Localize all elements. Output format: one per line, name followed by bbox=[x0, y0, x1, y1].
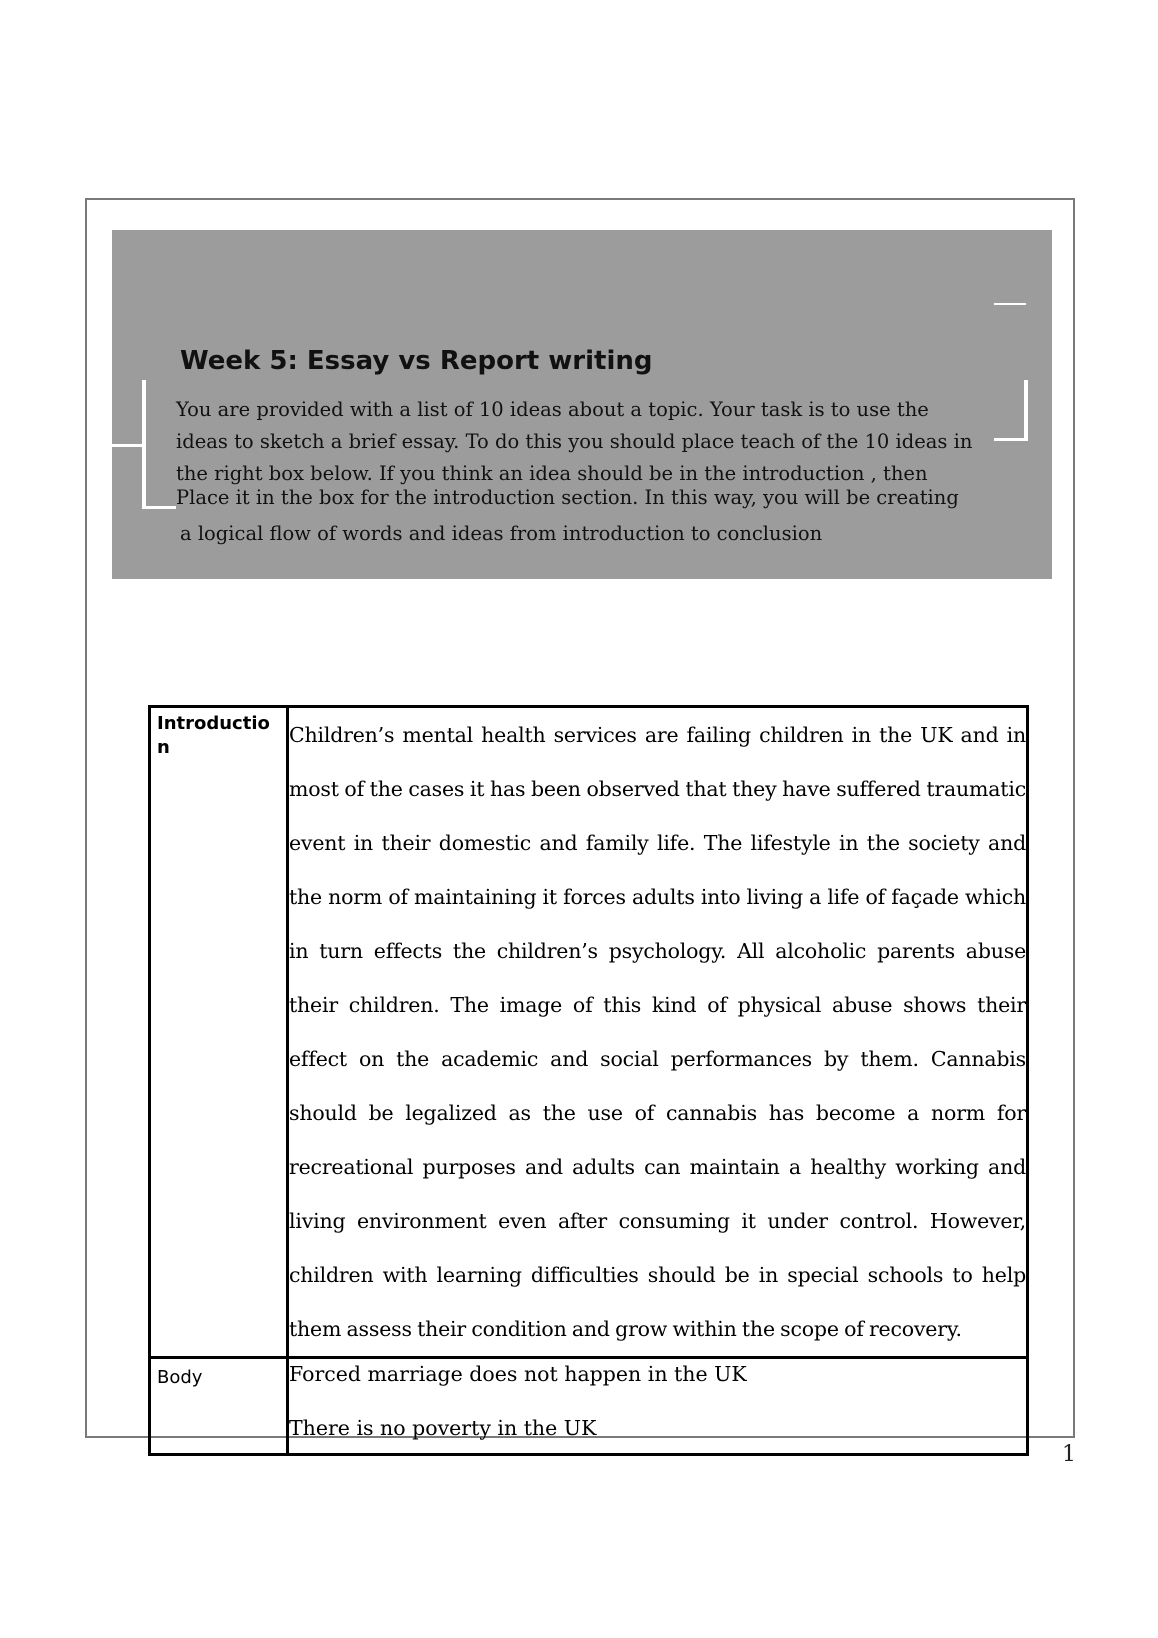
introduction-label: Introduction bbox=[157, 713, 270, 758]
bracket-decoration-right-bottom bbox=[994, 438, 1028, 441]
page-title: Week 5: Essay vs Report writing bbox=[180, 346, 653, 376]
table-row-divider bbox=[148, 1356, 1029, 1359]
instructions-line: You are provided with a list of 10 ideas about a topic. Your task is to use the bbox=[176, 398, 929, 421]
body-label: Body bbox=[157, 1367, 203, 1388]
bracket-decoration-left-top bbox=[112, 444, 146, 447]
instructions-line: a logical flow of words and ideas from introduction to conclusion bbox=[180, 522, 823, 545]
bracket-decoration-top-dash bbox=[994, 303, 1026, 305]
instructions-text bbox=[176, 394, 973, 490]
body-item[interactable]: Forced marriage does not happen in the UK bbox=[289, 1362, 747, 1386]
bracket-decoration-left-bottom bbox=[142, 506, 176, 509]
instructions-line: the right box below. If you think an idea should be in the introduction , then bbox=[176, 462, 928, 485]
instructions-line: ideas to sketch a brief essay. To do this you should place teach of the 10 ideas in bbox=[176, 430, 973, 453]
instructions-line: Place it in the box for the introduction section. In this way, you will be creating bbox=[176, 486, 959, 509]
body-item[interactable]: There is no poverty in the UK bbox=[289, 1416, 597, 1440]
introduction-cell[interactable]: Children’s mental health services are failing children in the UK and in most of the cases it has been observed that they have suffered traumatic event in their domestic and family life. The lifestyle in the society and the norm of maintaining it forces adults into living a life of façade which in turn effects the children’s psychology. All alcoholic parents abuse their children. The image of this kind of physical abuse shows their effect on the academic and social performances by them. Cannabis should be legalized as the use of cannabis has become a norm for recreational purposes and adults can maintain a healthy working and living environment even after consuming it under control. However, children with learning difficulties should be in special schools to help them assess their condition and grow within the scope of recovery. bbox=[289, 723, 1026, 1341]
page-number: 1 bbox=[1062, 1442, 1076, 1467]
bracket-decoration-right bbox=[1024, 380, 1028, 440]
